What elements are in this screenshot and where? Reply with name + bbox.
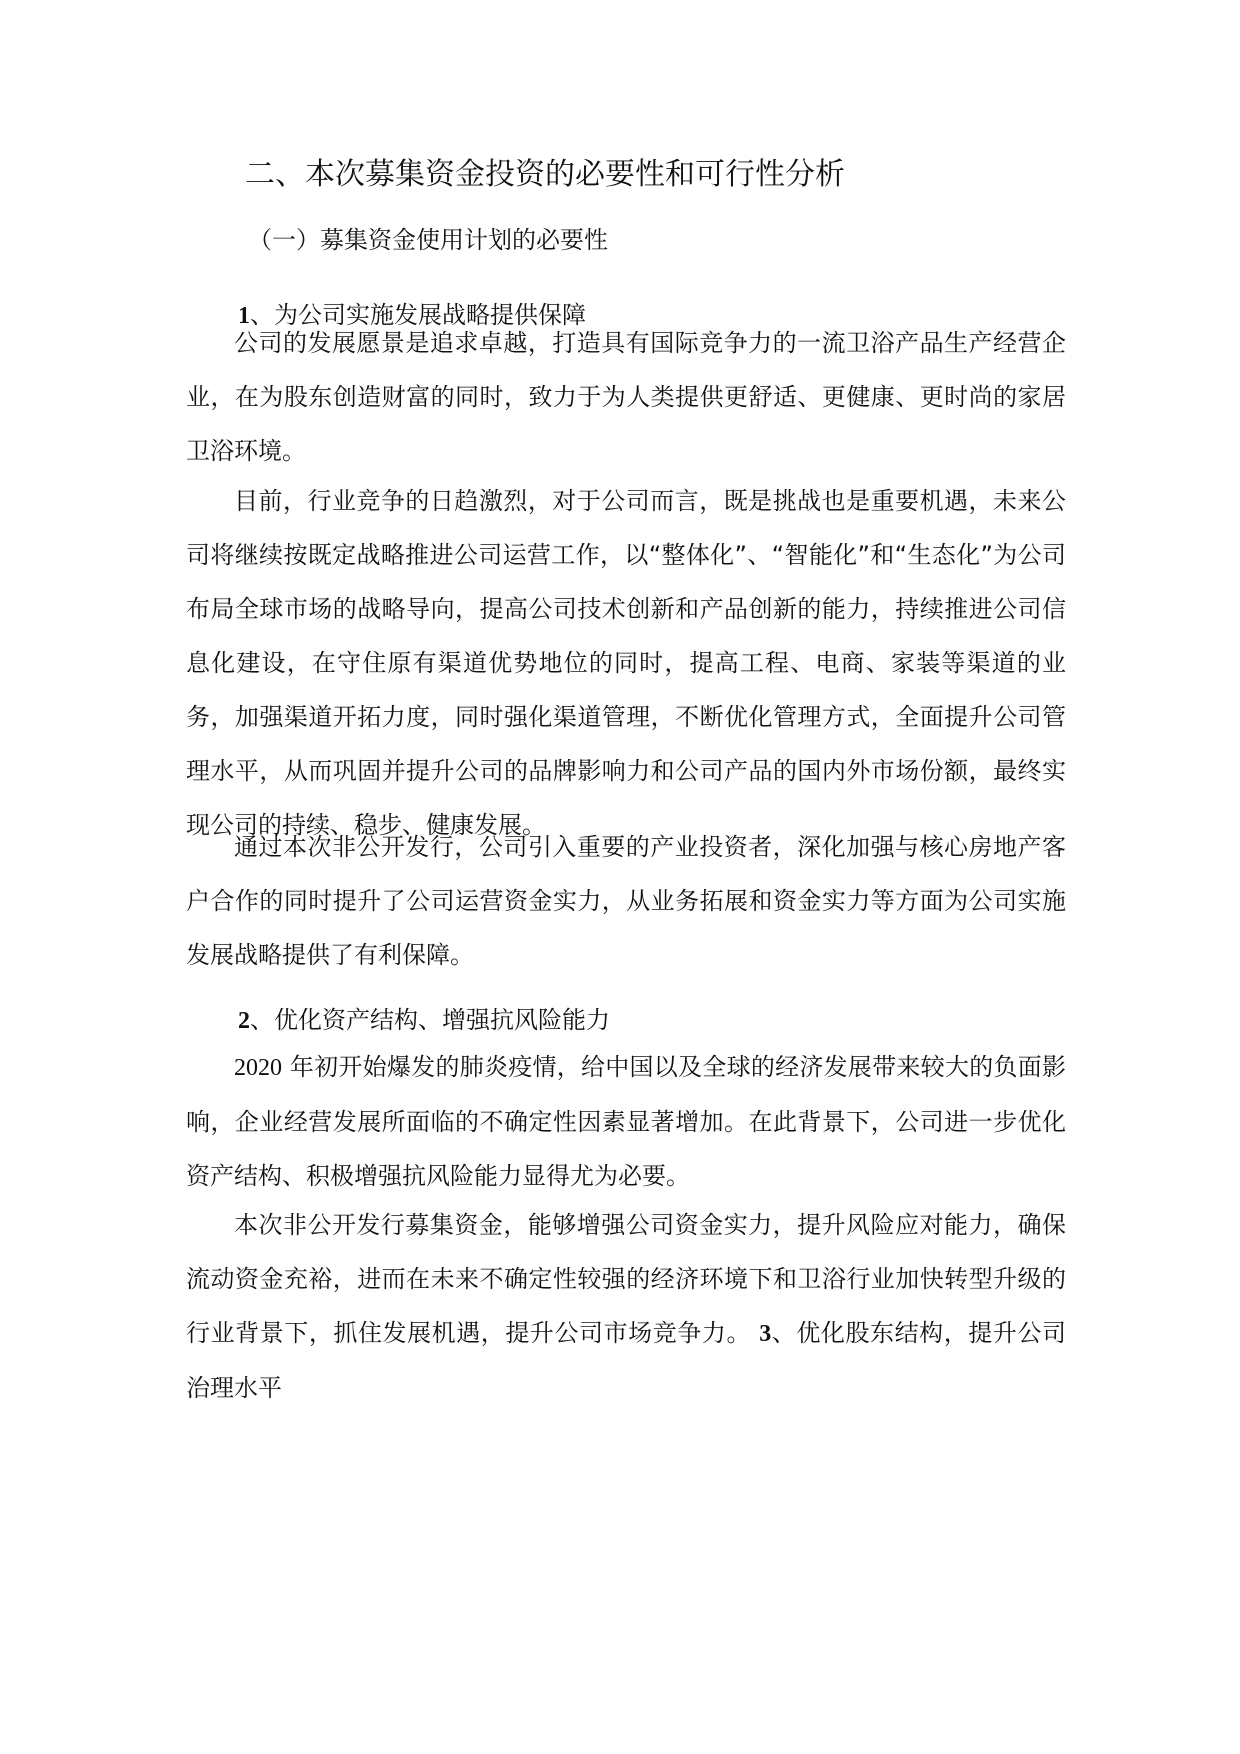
- item-2-heading: [238, 1000, 610, 1041]
- item-3-title: 、优化股东结构，提升公司治理水平: [186, 1319, 1067, 1402]
- item-1-paragraph-3: 通过本次非公开发行，公司引入重要的产业投资者，深化加强与核心房地产客户合作的同时提升了公司运营资金实力，从业务拓展和资金实力等方面为公司实施发展战略提供了有利保障。: [186, 833, 1066, 969]
- item-2-paragraph-1: [186, 1040, 1066, 1203]
- item-1-paragraph-2: 目前，行业竞争的日趋激烈，对于公司而言，既是挑战也是重要机遇，未来公司将继续按既定战略推进公司运营工作，以“整体化”、“智能化”和“生态化”为公司布局全球市场的战略导向，提高公司技术创新和产品创新的能力，持续推进公司信息化建设，在守住原有渠道优势地位的同时，提高工程、电商、家装等渠道的业务，加强渠道开拓力度，同时强化渠道管理，不断优化管理方式，全面提升公司管理水平，从而巩固并提升公司的品牌影响力和公司产品的国内外市场份额，最终实现公司的持续、稳步、健康发展。: [186, 487, 1066, 839]
- subsection-title: （一）募集资金使用计划的必要性: [248, 226, 608, 254]
- item-2-paragraph-2: [186, 1198, 1066, 1415]
- item-1-number: 1: [238, 303, 250, 329]
- item-2-title: 、优化资产结构、增强抗风险能力: [250, 1006, 610, 1034]
- section-title: 二、本次募集资金投资的必要性和可行性分析: [245, 157, 845, 192]
- item-1-paragraph-1: 公司的发展愿景是追求卓越，打造具有国际竞争力的一流卫浴产品生产经营企业，在为股东创造财富的同时，致力于为人类提供更舒适、更健康、更时尚的家居卫浴环境。: [186, 329, 1066, 465]
- item-3-number: 3: [759, 1321, 772, 1347]
- item-2-paragraph-2-text: 本次非公开发行募集资金，能够增强公司资金实力，提升风险应对能力，确保流动资金充裕，进而在未来不确定性较强的经济环境下和卫浴行业加快转型升级的行业背景下，抓住发展机遇，提升公司市场竞争力。: [186, 1211, 1066, 1347]
- item-2-paragraph-1-text: 年初开始爆发的肺炎疫情，给中国以及全球的经济发展带来较大的负面影响，企业经营发展所面临的不确定性因素显著增加。在此背景下，公司进一步优化资产结构、积极增强抗风险能力显得尤为必要。: [186, 1053, 1066, 1190]
- item-1-title: 、为公司实施发展战略提供保障: [250, 301, 586, 329]
- year-2020: 2020: [234, 1055, 282, 1081]
- item-2-number: 2: [238, 1008, 250, 1034]
